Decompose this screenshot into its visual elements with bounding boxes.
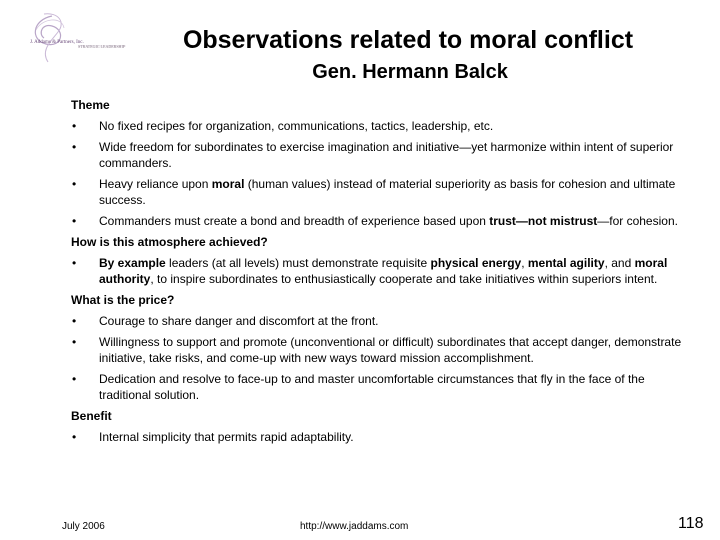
list-item bbox=[71, 255, 699, 287]
company-logo bbox=[22, 10, 132, 68]
logo-swirl-icon bbox=[22, 10, 132, 68]
section-heading: What is the price? bbox=[71, 293, 175, 307]
emphasis-text: physical energy bbox=[430, 256, 522, 270]
item-text: Wide freedom for subordinates to exercise imagination and initiative—yet harmonize within intent of superior commanders. bbox=[99, 140, 674, 170]
item-text: Commanders must create a bond and breadth of experience based upon bbox=[99, 214, 490, 228]
bullet-list bbox=[71, 313, 701, 403]
bullet-icon: • bbox=[72, 214, 77, 228]
page-number: 118 bbox=[678, 515, 704, 532]
item-text: —for cohesion. bbox=[597, 214, 678, 228]
emphasis-text: moral bbox=[211, 177, 245, 191]
item-text: (human values) instead of material superiority as basis for cohesion and ultimate success. bbox=[99, 177, 676, 207]
section-heading: How is this atmosphere achieved? bbox=[71, 235, 268, 249]
list-item bbox=[71, 118, 699, 134]
bullet-list bbox=[71, 118, 701, 229]
bullet-list bbox=[71, 255, 701, 287]
emphasis-text: moral authority bbox=[99, 256, 668, 286]
logo-name: J. Addams & Partners, Inc. bbox=[30, 40, 84, 45]
item-text: , to inspire subordinates to enthusiastically cooperate and take initiatives within superiors intent. bbox=[150, 272, 658, 286]
bullet-icon: • bbox=[72, 256, 77, 270]
list-item bbox=[71, 334, 699, 366]
item-text: Courage to share danger and discomfort at the front. bbox=[99, 314, 379, 328]
item-text: , bbox=[521, 256, 528, 270]
list-item bbox=[71, 429, 699, 445]
footer-url: http://www.jaddams.com bbox=[300, 521, 409, 532]
list-item bbox=[71, 313, 699, 329]
item-text: Internal simplicity that permits rapid adaptability. bbox=[99, 430, 354, 444]
item-text: Willingness to support and promote (unconventional or difficult) subordinates that accept danger, demonstrate initiative, take risks, and come-up with new ways toward mission accomplishment. bbox=[99, 335, 682, 365]
section-heading: Theme bbox=[71, 98, 110, 112]
list-item bbox=[71, 213, 699, 229]
slide-title: Observations related to moral conflict bbox=[182, 26, 634, 54]
bullet-list bbox=[71, 429, 701, 445]
item-text: Heavy reliance upon bbox=[99, 177, 212, 191]
bullet-icon: • bbox=[72, 372, 77, 386]
item-text: leaders (at all levels) must demonstrate requisite bbox=[165, 256, 431, 270]
list-item bbox=[71, 176, 699, 208]
emphasis-text: trust—not mistrust bbox=[489, 214, 598, 228]
footer-date: July 2006 bbox=[62, 521, 105, 532]
bullet-icon: • bbox=[72, 119, 77, 133]
list-item bbox=[71, 139, 699, 171]
section-heading: Benefit bbox=[71, 409, 112, 423]
bullet-icon: • bbox=[72, 177, 77, 191]
logo-tagline: STRATEGIC LEADERSHIP bbox=[78, 44, 126, 49]
slide-subtitle: Gen. Hermann Balck bbox=[312, 61, 508, 83]
item-text: No fixed recipes for organization, communications, tactics, leadership, etc. bbox=[99, 119, 494, 133]
bullet-icon: • bbox=[72, 140, 77, 154]
emphasis-text: mental agility bbox=[527, 256, 605, 270]
slide-body bbox=[71, 97, 701, 445]
item-text: , and bbox=[604, 256, 635, 270]
emphasis-text: By example bbox=[99, 256, 166, 270]
list-item bbox=[71, 371, 699, 403]
bullet-icon: • bbox=[72, 335, 77, 349]
item-text: Dedication and resolve to face-up to and master uncomfortable circumstances that fly in the face of the traditional solution. bbox=[99, 372, 645, 402]
bullet-icon: • bbox=[72, 430, 77, 444]
bullet-icon: • bbox=[72, 314, 77, 328]
